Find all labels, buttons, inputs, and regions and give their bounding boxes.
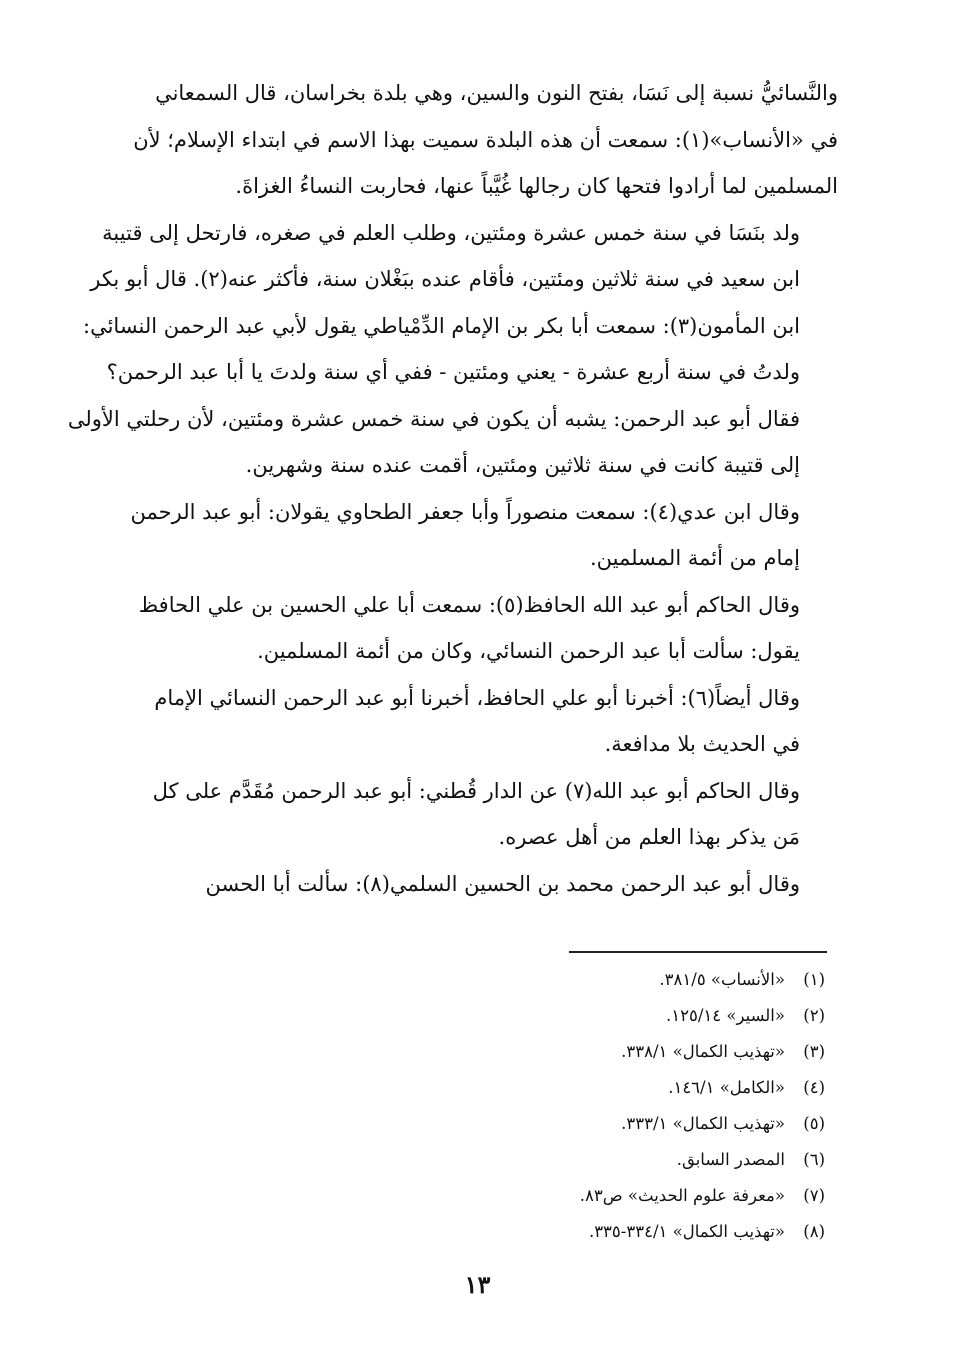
footnote-number: (١) — [803, 970, 825, 989]
text-line: مَن يذكر بهذا العلم من أهل عصره. — [498, 825, 800, 849]
footnote-item — [405, 1178, 825, 1214]
footnote-item — [405, 962, 825, 998]
text-line: ولد بنَسَا في سنة خمس عشرة ومئتين، وطلب العلم في صغره، فارتحل إلى قتيبة — [102, 220, 800, 245]
footnote-number: (٧) — [803, 1186, 825, 1205]
page-number: ١٣ — [464, 1270, 491, 1299]
paragraph-sulami — [118, 861, 838, 908]
footnote-item — [405, 1142, 825, 1178]
footnote-item — [405, 1034, 825, 1070]
footnotes — [405, 962, 825, 1250]
text-line: إمام من أئمة المسلمين. — [589, 546, 800, 570]
footnote-text: «السير» ١٢٥/١٤. — [666, 1006, 785, 1025]
footnote-number: (٣) — [803, 1042, 825, 1061]
text-line: فقال أبو عبد الرحمن: يشبه أن يكون في سنة خمس عشرة ومئتين، لأن رحلتي الأولى — [67, 406, 800, 431]
footnote-text: «تهذيب الكمال» ٣٣٨/١. — [621, 1042, 785, 1061]
text-line: وقال أيضاً(٦): أخبرنا أبو علي الحافظ، أخبرنا أبو عبد الرحمن النسائي الإمام — [154, 685, 800, 710]
footnote-number: (٦) — [803, 1150, 825, 1169]
footnote-item — [405, 1106, 825, 1142]
paragraph-ibn-adi — [118, 489, 838, 582]
text-line: المسلمين لما أرادوا فتحها كان رجالها غُيَّباً عنها، فحاربت النساءُ الغزاةَ. — [235, 174, 838, 198]
footnote-number: (٢) — [803, 1006, 825, 1025]
body-text — [67, 70, 838, 907]
footnote-text: «معرفة علوم الحديث» ص٨٣. — [579, 1186, 785, 1205]
footnote-text: «الأنساب» ٣٨١/٥. — [659, 970, 785, 989]
footnote-text: «الكامل» ١٤٦/١. — [668, 1078, 785, 1097]
paragraph-daraqutni — [118, 768, 838, 861]
footnote-number: (٤) — [803, 1078, 825, 1097]
text-line: ابن المأمون(٣): سمعت أبا بكر بن الإمام الدِّمْياطي يقول لأبي عبد الرحمن النسائي: — [83, 313, 800, 338]
paragraph-hakim-also — [118, 675, 838, 768]
text-line: في «الأنساب»(١): سمعت أن هذه البلدة سميت بهذا الاسم في ابتداء الإسلام؛ لأن — [133, 127, 838, 152]
footnote-separator — [569, 951, 827, 953]
paragraph-nisba — [118, 70, 838, 210]
footnote-text: «تهذيب الكمال» ٣٣٣/١. — [621, 1114, 785, 1133]
paragraph-birth — [67, 210, 838, 489]
text-line: والنَّسائيُّ نسبة إلى نَسَا، بفتح النون والسين، وهي بلدة بخراسان، قال السمعاني — [155, 81, 838, 105]
text-line: وقال الحاكم أبو عبد الله(٧) عن الدار قُطني: أبو عبد الرحمن مُقَدَّم على كل — [152, 778, 800, 803]
text-line: في الحديث بلا مدافعة. — [604, 732, 800, 756]
text-line: إلى قتيبة كانت في سنة ثلاثين ومئتين، أقمت عنده سنة وشهرين. — [245, 453, 800, 477]
paragraph-hakim — [118, 582, 838, 675]
footnote-number: (٨) — [803, 1222, 825, 1241]
text-line: ابن سعيد في سنة ثلاثين ومئتين، فأقام عنده ببَغْلان سنة، فأكثر عنه(٢). قال أبو بكر — [90, 267, 800, 291]
footnote-item — [405, 998, 825, 1034]
text-line: يقول: سألت أبا عبد الرحمن النسائي، وكان من أئمة المسلمين. — [257, 639, 800, 663]
footnote-number: (٥) — [803, 1114, 825, 1133]
footnote-text: «تهذيب الكمال» ٣٣٤/١-٣٣٥. — [588, 1222, 785, 1241]
footnote-item — [405, 1214, 825, 1250]
text-line: وقال أبو عبد الرحمن محمد بن الحسين السلمي(٨): سألت أبا الحسن — [205, 871, 800, 896]
footnote-item — [405, 1070, 825, 1106]
text-line: وقال الحاكم أبو عبد الله الحافظ(٥): سمعت أبا علي الحسين بن علي الحافظ — [138, 592, 800, 617]
footnote-text: المصدر السابق. — [676, 1150, 785, 1169]
text-line: ولدتُ في سنة أربع عشرة - يعني ومئتين - ففي أي سنة ولدتَ يا أبا عبد الرحمن؟ — [106, 360, 800, 384]
text-line: وقال ابن عدي(٤): سمعت منصوراً وأبا جعفر الطحاوي يقولان: أبو عبد الرحمن — [130, 499, 800, 524]
